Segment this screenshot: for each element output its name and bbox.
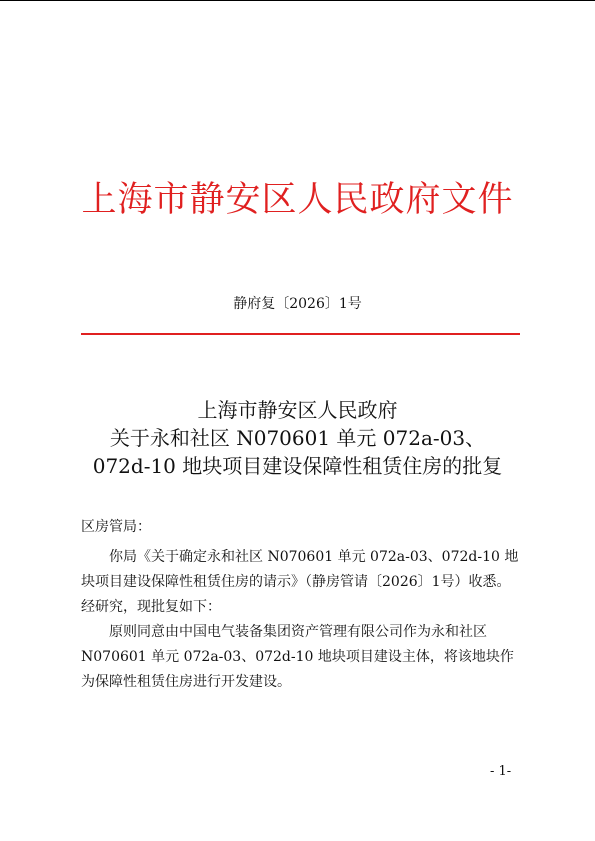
document-title bbox=[0, 396, 595, 480]
addressee: 区房管局： bbox=[81, 519, 151, 535]
document-body bbox=[81, 545, 521, 695]
document-title-line-2: 关于永和社区 N070601 单元 072a-03、 bbox=[109, 426, 486, 450]
page-number: - 1- bbox=[490, 764, 512, 779]
body-paragraph-2: 原则同意由中国电气装备集团资产管理有限公司作为永和社区 N070601 单元 072a-03、072d-10 地块项目建设主体，将该地块作为保障性租赁住房进行开发建设。 bbox=[81, 624, 514, 690]
document-title-line-1: 上海市静安区人民政府 bbox=[197, 398, 398, 422]
top-border-line bbox=[0, 0, 595, 1]
red-separator-line bbox=[81, 333, 520, 335]
document-number: 静府复〔2026〕1号 bbox=[233, 296, 362, 312]
body-paragraph-1: 你局《关于确定永和社区 N070601 单元 072a-03、072d-10 地块项目建设保障性租赁住房的请示》（静房管请〔2026〕1号）收悉。经研究，现批复如下： bbox=[81, 549, 519, 615]
document-header-title: 上海市静安区人民政府文件 bbox=[81, 180, 514, 220]
document-title-line-3: 072d-10 地块项目建设保障性租赁住房的批复 bbox=[92, 454, 503, 478]
